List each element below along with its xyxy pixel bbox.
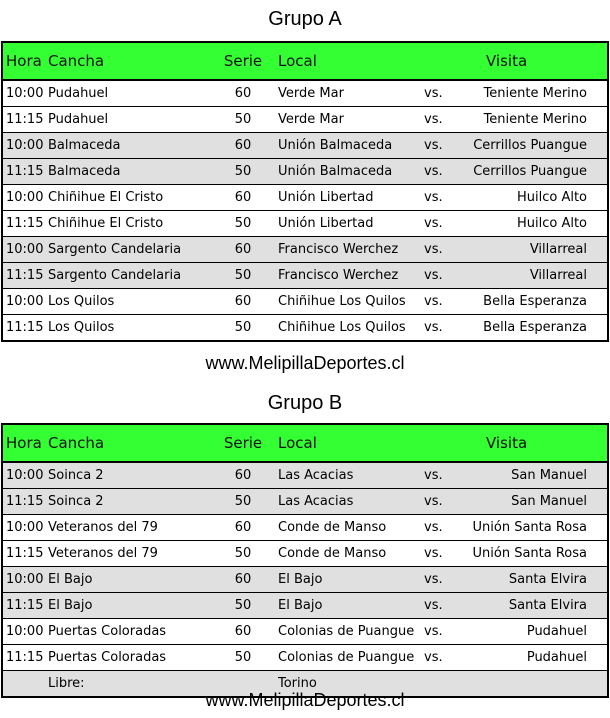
header-serie: Serie	[208, 424, 278, 462]
cell-hora: 11:15	[2, 593, 48, 619]
cell-hora: 11:15	[2, 541, 48, 567]
cell-local: Torino	[278, 671, 424, 698]
table-row	[2, 289, 608, 315]
cell-visita: Bella Esperanza	[464, 315, 608, 342]
table-row	[2, 515, 608, 541]
cell-serie: 60	[208, 515, 278, 541]
group-a-footer-link[interactable]: www.MelipillaDeportes.cl	[205, 353, 405, 373]
cell-hora: 11:15	[2, 159, 48, 185]
cell-serie: 50	[208, 541, 278, 567]
table-row	[2, 185, 608, 211]
table-header-row	[2, 42, 608, 80]
table-row	[2, 211, 608, 237]
cell-local: Chiñihue Los Quilos	[278, 315, 424, 342]
header-vs-spacer	[424, 42, 464, 80]
group-a-title: Grupo A	[268, 8, 342, 30]
table-header-row	[2, 424, 608, 462]
cell-local: Colonias de Puangue	[278, 619, 424, 645]
cell-visita: Huilco Alto	[464, 211, 608, 237]
cell-visita: Santa Elvira	[464, 567, 608, 593]
cell-serie: 60	[208, 237, 278, 263]
table-row	[2, 462, 608, 489]
cell-visita: San Manuel	[464, 489, 608, 515]
cell-hora: 11:15	[2, 107, 48, 133]
table-row	[2, 489, 608, 515]
cell-vs: vs.	[424, 237, 464, 263]
cell-visita: Unión Santa Rosa	[464, 515, 608, 541]
header-visita: Visita	[464, 424, 608, 462]
cell-local: Las Acacias	[278, 462, 424, 489]
cell-visita: Santa Elvira	[464, 593, 608, 619]
cell-serie: 50	[208, 159, 278, 185]
cell-hora: 11:15	[2, 263, 48, 289]
cell-cancha: Soinca 2	[48, 489, 208, 515]
cell-cancha: Los Quilos	[48, 289, 208, 315]
cell-serie: 50	[208, 315, 278, 342]
cell-hora: 10:00	[2, 80, 48, 107]
cell-visita: Villarreal	[464, 237, 608, 263]
cell-local: Verde Mar	[278, 107, 424, 133]
cell-vs: vs.	[424, 489, 464, 515]
cell-serie: 50	[208, 593, 278, 619]
cell-cancha: Sargento Candelaria	[48, 263, 208, 289]
cell-serie: 50	[208, 211, 278, 237]
cell-serie: 60	[208, 567, 278, 593]
table-row	[2, 619, 608, 645]
cell-hora: 10:00	[2, 185, 48, 211]
cell-vs: vs.	[424, 133, 464, 159]
cell-hora: 10:00	[2, 289, 48, 315]
cell-cancha: Puertas Coloradas	[48, 619, 208, 645]
cell-vs: vs.	[424, 462, 464, 489]
cell-vs: vs.	[424, 185, 464, 211]
cell-visita: Teniente Merino	[464, 107, 608, 133]
cell-local: El Bajo	[278, 593, 424, 619]
cell-hora: 11:15	[2, 645, 48, 671]
cell-cancha: Balmaceda	[48, 159, 208, 185]
cell-cancha: Pudahuel	[48, 80, 208, 107]
cell-cancha: Veteranos del 79	[48, 515, 208, 541]
cell-local: Unión Balmaceda	[278, 133, 424, 159]
cell-cancha: Puertas Coloradas	[48, 645, 208, 671]
cell-serie: 60	[208, 80, 278, 107]
cell-serie: 60	[208, 619, 278, 645]
cell-cancha: Chiñihue El Cristo	[48, 211, 208, 237]
cell-local: Francisco Werchez	[278, 263, 424, 289]
cell-serie: 50	[208, 645, 278, 671]
header-cancha: Cancha	[48, 42, 208, 80]
cell-cancha: Balmaceda	[48, 133, 208, 159]
group-b-table	[1, 423, 609, 698]
table-row	[2, 567, 608, 593]
table-row	[2, 315, 608, 342]
header-cancha: Cancha	[48, 424, 208, 462]
cell-local: Conde de Manso	[278, 541, 424, 567]
cell-cancha: El Bajo	[48, 593, 208, 619]
cell-hora: 10:00	[2, 515, 48, 541]
cell-local: Unión Libertad	[278, 211, 424, 237]
cell-vs: vs.	[424, 211, 464, 237]
cell-vs: vs.	[424, 315, 464, 342]
cell-visita: Cerrillos Puangue	[464, 133, 608, 159]
cell-local: Unión Balmaceda	[278, 159, 424, 185]
cell-local: Unión Libertad	[278, 185, 424, 211]
cell-hora: 10:00	[2, 462, 48, 489]
table-row	[2, 107, 608, 133]
header-local: Local	[278, 42, 424, 80]
cell-hora: 11:15	[2, 211, 48, 237]
cell-local: Colonias de Puangue	[278, 645, 424, 671]
cell-vs: vs.	[424, 159, 464, 185]
cell-serie: 60	[208, 185, 278, 211]
header-serie: Serie	[208, 42, 278, 80]
table-row	[2, 263, 608, 289]
cell-hora: 10:00	[2, 619, 48, 645]
cell-cancha: Pudahuel	[48, 107, 208, 133]
group-a-table	[1, 41, 609, 342]
cell-hora: 11:15	[2, 489, 48, 515]
cell-local: Verde Mar	[278, 80, 424, 107]
cell-local: Francisco Werchez	[278, 237, 424, 263]
cell-local: Las Acacias	[278, 489, 424, 515]
cell-visita: Teniente Merino	[464, 80, 608, 107]
cell-cancha: Veteranos del 79	[48, 541, 208, 567]
header-local: Local	[278, 424, 424, 462]
cell-hora: 11:15	[2, 315, 48, 342]
cell-visita: Bella Esperanza	[464, 289, 608, 315]
cell-visita: San Manuel	[464, 462, 608, 489]
table-row	[2, 159, 608, 185]
cell-vs: vs.	[424, 645, 464, 671]
cell-cancha: Los Quilos	[48, 315, 208, 342]
table-row	[2, 133, 608, 159]
cell-vs: vs.	[424, 80, 464, 107]
cell-cancha: Libre:	[48, 671, 208, 698]
cell-visita: Pudahuel	[464, 645, 608, 671]
cell-serie: 50	[208, 489, 278, 515]
cell-local: Chiñihue Los Quilos	[278, 289, 424, 315]
cell-visita: Pudahuel	[464, 619, 608, 645]
cell-cancha: El Bajo	[48, 567, 208, 593]
cell-vs: vs.	[424, 263, 464, 289]
cell-hora: 10:00	[2, 567, 48, 593]
table-row	[2, 645, 608, 671]
cell-hora: 10:00	[2, 237, 48, 263]
table-row	[2, 80, 608, 107]
table-row	[2, 593, 608, 619]
cell-cancha: Soinca 2	[48, 462, 208, 489]
cell-local: El Bajo	[278, 567, 424, 593]
cell-serie: 60	[208, 462, 278, 489]
cell-hora: 10:00	[2, 133, 48, 159]
cell-vs: vs.	[424, 619, 464, 645]
cell-cancha: Chiñihue El Cristo	[48, 185, 208, 211]
cell-serie: 60	[208, 289, 278, 315]
cell-vs: vs.	[424, 107, 464, 133]
cell-vs: vs.	[424, 593, 464, 619]
cell-vs: vs.	[424, 515, 464, 541]
cell-visita: Cerrillos Puangue	[464, 159, 608, 185]
cell-visita: Villarreal	[464, 263, 608, 289]
cell-cancha: Sargento Candelaria	[48, 237, 208, 263]
group-b-title: Grupo B	[267, 392, 343, 414]
cell-serie: 50	[208, 263, 278, 289]
header-hora: Hora	[2, 424, 48, 462]
cell-vs: vs.	[424, 541, 464, 567]
header-vs-spacer	[424, 424, 464, 462]
cell-serie: 50	[208, 107, 278, 133]
cell-visita: Huilco Alto	[464, 185, 608, 211]
cell-local: Conde de Manso	[278, 515, 424, 541]
cell-serie: 60	[208, 133, 278, 159]
cell-vs: vs.	[424, 289, 464, 315]
cell-visita: Unión Santa Rosa	[464, 541, 608, 567]
group-b-footer-link[interactable]: www.MelipillaDeportes.cl	[205, 690, 405, 710]
header-visita: Visita	[464, 42, 608, 80]
table-row	[2, 237, 608, 263]
table-row	[2, 541, 608, 567]
header-hora: Hora	[2, 42, 48, 80]
cell-vs: vs.	[424, 567, 464, 593]
